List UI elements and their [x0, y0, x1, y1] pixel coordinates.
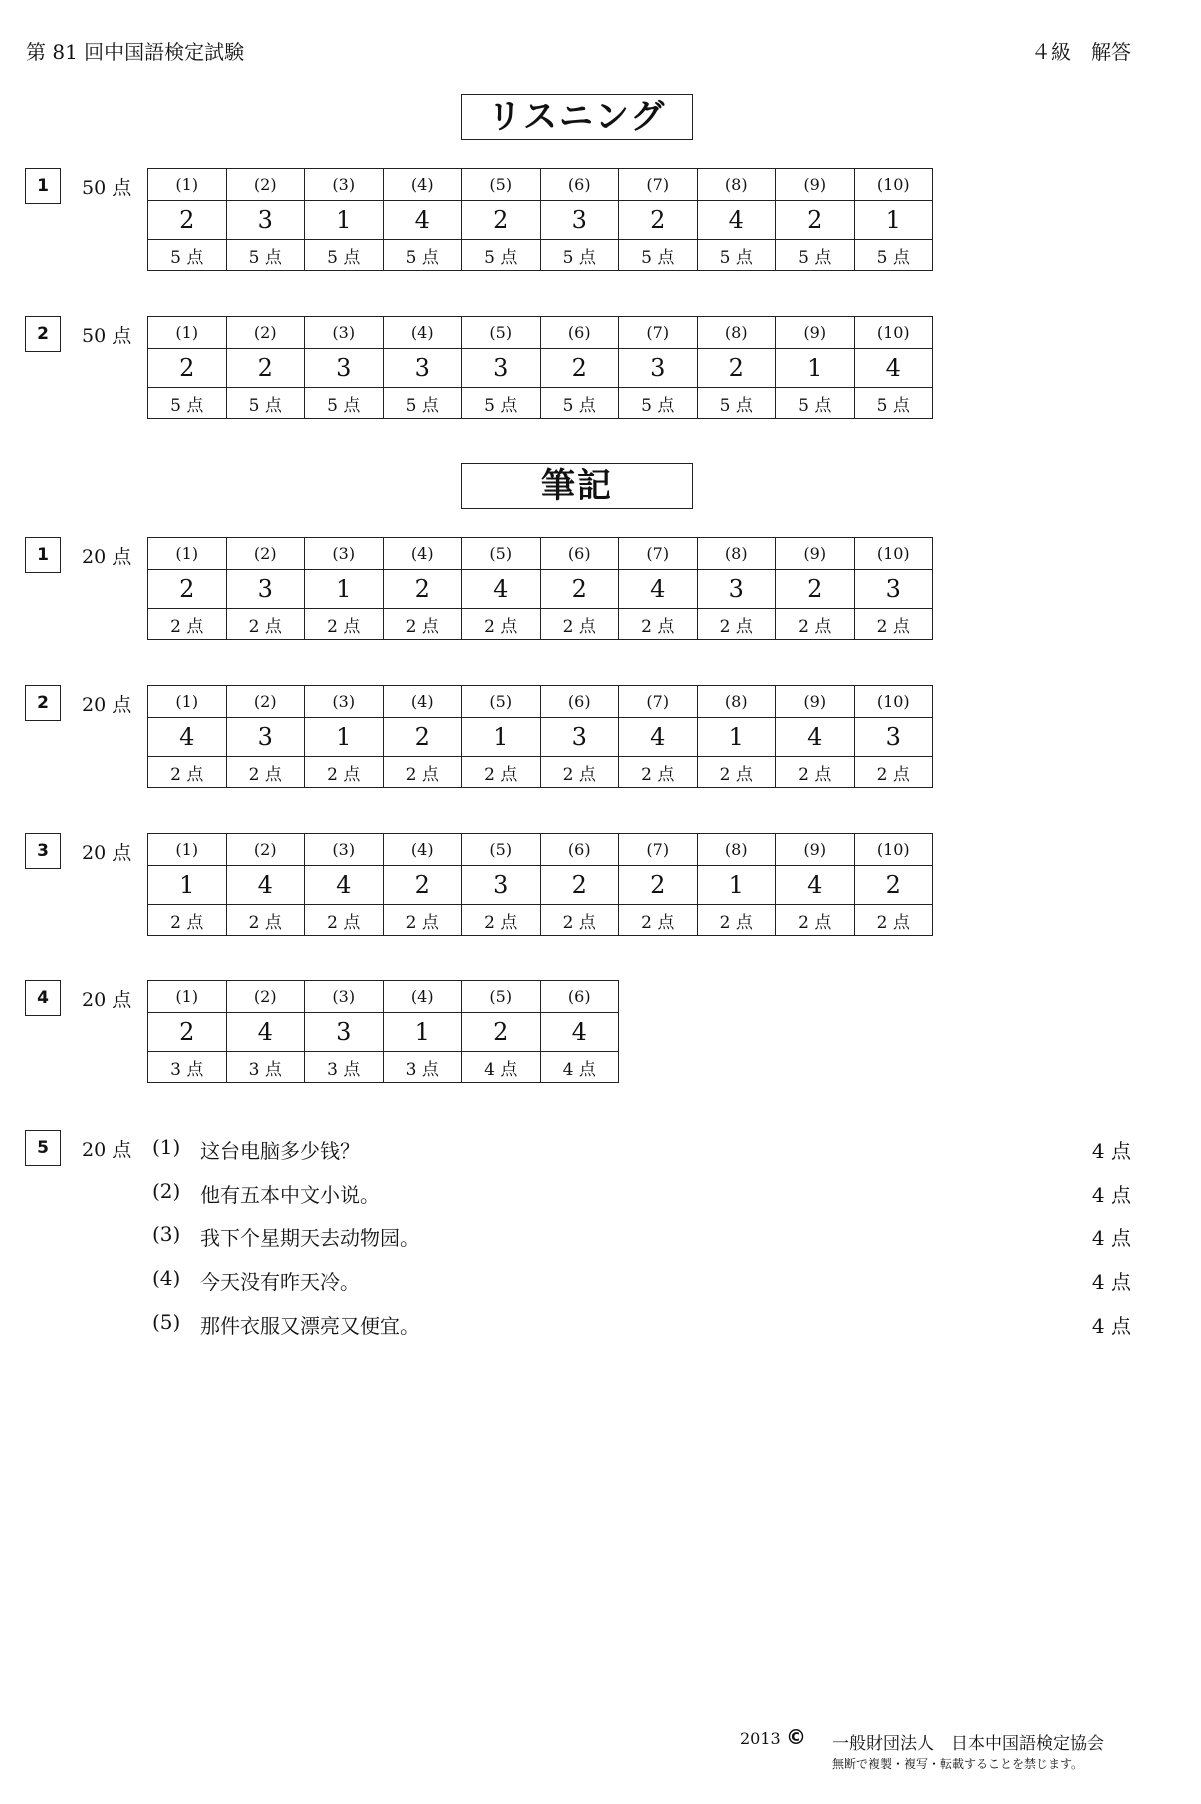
answer-cell: 3: [854, 718, 933, 757]
points-cell: 2 点: [776, 609, 855, 640]
points-cell: 2 点: [697, 757, 776, 788]
points-cell: 4 点: [462, 1052, 541, 1083]
points-cell: 5 点: [697, 388, 776, 419]
points-cell: 5 点: [697, 240, 776, 271]
answer-cell: 2: [383, 718, 462, 757]
answer-cell: 2: [776, 570, 855, 609]
exam-title: 第 81 回中国語検定試験: [26, 40, 245, 64]
points-cell: 3 点: [148, 1052, 227, 1083]
question-label-cell: (4): [383, 834, 462, 866]
question-label-cell: (2): [226, 538, 305, 570]
answer-cell: 4: [776, 866, 855, 905]
table-row: [148, 349, 933, 388]
question-label-cell: (8): [697, 169, 776, 201]
answer-cell: 4: [619, 570, 698, 609]
answer-cell: 4: [226, 866, 305, 905]
item-label: (1): [152, 1135, 181, 1159]
points-cell: 5 点: [854, 240, 933, 271]
answer-cell: 3: [226, 718, 305, 757]
question-label-cell: (3): [305, 834, 384, 866]
table-row: [148, 1013, 619, 1052]
answer-cell: 3: [854, 570, 933, 609]
points-cell: 5 点: [462, 240, 541, 271]
question-label-cell: (10): [854, 317, 933, 349]
points-cell: 2 点: [540, 757, 619, 788]
answer-cell: 1: [697, 866, 776, 905]
question-label-cell: (5): [462, 981, 541, 1013]
points-cell: 5 点: [226, 388, 305, 419]
item-points: 4 点: [1091, 1183, 1131, 1207]
points-cell: 5 点: [854, 388, 933, 419]
answer-cell: 2: [226, 349, 305, 388]
answer-cell: 2: [540, 349, 619, 388]
points-cell: 5 点: [305, 388, 384, 419]
answer-cell: 2: [619, 866, 698, 905]
question-label-cell: (3): [305, 169, 384, 201]
answer-cell: 1: [305, 201, 384, 240]
points-cell: 2 点: [619, 609, 698, 640]
item-label: (2): [152, 1179, 181, 1203]
points-cell: 2 点: [462, 905, 541, 936]
question-label-cell: (1): [148, 834, 227, 866]
answer-cell: 4: [383, 201, 462, 240]
points-cell: 5 点: [619, 388, 698, 419]
question-label-cell: (4): [383, 169, 462, 201]
points-cell: 2 点: [305, 905, 384, 936]
answer-sentence: 我下个星期天去动物园。: [200, 1226, 420, 1250]
question-label-cell: (5): [462, 538, 541, 570]
question-label-cell: (2): [226, 686, 305, 718]
question-label-cell: (7): [619, 317, 698, 349]
question-label-cell: (5): [462, 834, 541, 866]
question-label-cell: (5): [462, 169, 541, 201]
points-cell: 2 点: [854, 757, 933, 788]
answer-cell: 2: [383, 570, 462, 609]
question-number-box: 4: [25, 980, 61, 1016]
points-cell: 5 点: [148, 388, 227, 419]
answer-table: [147, 168, 933, 271]
table-row: [148, 1052, 619, 1083]
listening-title: リスニング: [461, 94, 693, 140]
writing-title: 筆記: [461, 463, 693, 509]
table-row: [148, 240, 933, 271]
answer-table: [147, 316, 933, 419]
points-cell: 5 点: [540, 240, 619, 271]
answer-cell: 2: [148, 349, 227, 388]
table-row: [148, 866, 933, 905]
question-label-cell: (3): [305, 981, 384, 1013]
answer-table: [147, 685, 933, 788]
points-cell: 5 点: [776, 388, 855, 419]
points-cell: 2 点: [776, 757, 855, 788]
points-cell: 2 点: [697, 905, 776, 936]
answer-sentence: 他有五本中文小说。: [200, 1183, 380, 1207]
section-total-points: 50 点: [82, 325, 132, 347]
question-label-cell: (10): [854, 834, 933, 866]
table-row: [148, 317, 933, 349]
question-label-cell: (6): [540, 981, 619, 1013]
answer-cell: 2: [854, 866, 933, 905]
points-cell: 2 点: [226, 757, 305, 788]
item-points: 4 点: [1091, 1226, 1131, 1250]
item-label: (4): [152, 1266, 181, 1290]
points-cell: 5 点: [776, 240, 855, 271]
points-cell: 2 点: [619, 905, 698, 936]
points-cell: 2 点: [540, 905, 619, 936]
answer-cell: 4: [540, 1013, 619, 1052]
question-label-cell: (4): [383, 317, 462, 349]
answer-table: [147, 537, 933, 640]
answer-sentence: 这台电脑多少钱？: [200, 1139, 360, 1163]
answer-cell: 4: [697, 201, 776, 240]
points-cell: 2 点: [776, 905, 855, 936]
question-label-cell: (1): [148, 317, 227, 349]
answer-cell: 2: [619, 201, 698, 240]
table-row: [148, 538, 933, 570]
table-row: [148, 905, 933, 936]
answer-cell: 1: [776, 349, 855, 388]
table-row: [148, 201, 933, 240]
table-row: [148, 570, 933, 609]
question-label-cell: (8): [697, 317, 776, 349]
answer-cell: 3: [540, 718, 619, 757]
answer-cell: 2: [776, 201, 855, 240]
answer-cell: 1: [462, 718, 541, 757]
question-label-cell: (2): [226, 169, 305, 201]
question-label-cell: (2): [226, 834, 305, 866]
question-number-box: 1: [25, 168, 61, 204]
points-cell: 2 点: [462, 609, 541, 640]
question-label-cell: (8): [697, 686, 776, 718]
grade-label: ４級 解答: [1031, 40, 1131, 64]
answer-cell: 4: [148, 718, 227, 757]
question-label-cell: (9): [776, 686, 855, 718]
points-cell: 5 点: [305, 240, 384, 271]
question-label-cell: (7): [619, 169, 698, 201]
points-cell: 2 点: [619, 757, 698, 788]
question-number-box: 5: [25, 1130, 61, 1166]
question-label-cell: (10): [854, 169, 933, 201]
question-label-cell: (6): [540, 686, 619, 718]
points-cell: 2 点: [226, 905, 305, 936]
item-points: 4 点: [1091, 1270, 1131, 1294]
section-total-points: 20 点: [82, 989, 132, 1011]
question-number-box: 3: [25, 833, 61, 869]
answer-cell: 2: [148, 570, 227, 609]
points-cell: 5 点: [619, 240, 698, 271]
answer-cell: 1: [383, 1013, 462, 1052]
answer-cell: 1: [305, 718, 384, 757]
answer-cell: 2: [540, 570, 619, 609]
item-label: (3): [152, 1222, 181, 1246]
question-label-cell: (2): [226, 981, 305, 1013]
points-cell: 2 点: [305, 757, 384, 788]
question-label-cell: (1): [148, 169, 227, 201]
question-label-cell: (9): [776, 834, 855, 866]
question-label-cell: (5): [462, 686, 541, 718]
points-cell: 2 点: [148, 905, 227, 936]
answer-cell: 3: [383, 349, 462, 388]
table-row: [148, 686, 933, 718]
question-label-cell: (4): [383, 686, 462, 718]
question-label-cell: (8): [697, 538, 776, 570]
points-cell: 5 点: [462, 388, 541, 419]
points-cell: 2 点: [854, 609, 933, 640]
answer-cell: 3: [619, 349, 698, 388]
question-label-cell: (6): [540, 169, 619, 201]
answer-cell: 3: [226, 201, 305, 240]
question-label-cell: (10): [854, 686, 933, 718]
question-label-cell: (10): [854, 538, 933, 570]
answer-cell: 3: [305, 1013, 384, 1052]
answer-sentence: 今天没有昨天冷。: [200, 1270, 360, 1294]
answer-cell: 2: [383, 866, 462, 905]
question-number-box: 2: [25, 685, 61, 721]
points-cell: 2 点: [854, 905, 933, 936]
points-cell: 2 点: [383, 757, 462, 788]
question-label-cell: (6): [540, 538, 619, 570]
answer-cell: 1: [854, 201, 933, 240]
answer-cell: 1: [697, 718, 776, 757]
points-cell: 5 点: [540, 388, 619, 419]
table-row: [148, 718, 933, 757]
item-points: 4 点: [1091, 1314, 1131, 1338]
points-cell: 3 点: [226, 1052, 305, 1083]
answer-cell: 2: [148, 1013, 227, 1052]
question-label-cell: (7): [619, 538, 698, 570]
footer-organization: 一般財団法人 日本中国語検定協会: [832, 1734, 1104, 1754]
section-total-points: 20 点: [82, 546, 132, 568]
answer-cell: 3: [462, 349, 541, 388]
answer-cell: 4: [305, 866, 384, 905]
answer-cell: 3: [305, 349, 384, 388]
answer-cell: 4: [226, 1013, 305, 1052]
question-label-cell: (9): [776, 538, 855, 570]
question-label-cell: (2): [226, 317, 305, 349]
section-total-points: 50 点: [82, 177, 132, 199]
answer-cell: 1: [305, 570, 384, 609]
answer-cell: 3: [462, 866, 541, 905]
section-total-points: 20 点: [82, 842, 132, 864]
item-label: (5): [152, 1310, 181, 1334]
points-cell: 2 点: [697, 609, 776, 640]
section-total-points: 20 点: [82, 694, 132, 716]
answer-table: [147, 833, 933, 936]
question-label-cell: (7): [619, 834, 698, 866]
points-cell: 2 点: [462, 757, 541, 788]
question-number-box: 1: [25, 537, 61, 573]
answer-table: [147, 980, 619, 1083]
question-label-cell: (9): [776, 317, 855, 349]
points-cell: 2 点: [383, 905, 462, 936]
copyright-icon: ©: [786, 1725, 806, 1749]
answer-cell: 4: [462, 570, 541, 609]
table-row: [148, 609, 933, 640]
answer-cell: 4: [854, 349, 933, 388]
question-number-box: 2: [25, 316, 61, 352]
question-label-cell: (3): [305, 538, 384, 570]
points-cell: 5 点: [148, 240, 227, 271]
question-label-cell: (9): [776, 169, 855, 201]
points-cell: 5 点: [383, 240, 462, 271]
question-label-cell: (4): [383, 538, 462, 570]
answer-cell: 3: [226, 570, 305, 609]
question-label-cell: (8): [697, 834, 776, 866]
table-row: [148, 834, 933, 866]
points-cell: 3 点: [383, 1052, 462, 1083]
points-cell: 3 点: [305, 1052, 384, 1083]
answer-cell: 4: [619, 718, 698, 757]
question-label-cell: (1): [148, 686, 227, 718]
question-label-cell: (5): [462, 317, 541, 349]
points-cell: 2 点: [226, 609, 305, 640]
section-total-points: 20 点: [82, 1139, 132, 1161]
points-cell: 2 点: [148, 757, 227, 788]
question-label-cell: (6): [540, 834, 619, 866]
answer-cell: 2: [462, 1013, 541, 1052]
points-cell: 5 点: [383, 388, 462, 419]
answer-cell: 1: [148, 866, 227, 905]
table-row: [148, 169, 933, 201]
answer-cell: 2: [540, 866, 619, 905]
points-cell: 4 点: [540, 1052, 619, 1083]
points-cell: 2 点: [148, 609, 227, 640]
question-label-cell: (6): [540, 317, 619, 349]
points-cell: 2 点: [305, 609, 384, 640]
question-label-cell: (3): [305, 317, 384, 349]
points-cell: 2 点: [383, 609, 462, 640]
answer-sentence: 那件衣服又漂亮又便宜。: [200, 1314, 420, 1338]
footer-year: 2013: [740, 1729, 781, 1748]
footer-notice: 無断で複製・複写・転載することを禁じます。: [832, 1757, 1084, 1771]
table-row: [148, 388, 933, 419]
question-label-cell: (3): [305, 686, 384, 718]
answer-cell: 3: [697, 570, 776, 609]
question-label-cell: (4): [383, 981, 462, 1013]
answer-cell: 2: [462, 201, 541, 240]
answer-cell: 4: [776, 718, 855, 757]
answer-cell: 3: [540, 201, 619, 240]
answer-cell: 2: [148, 201, 227, 240]
table-row: [148, 757, 933, 788]
question-label-cell: (1): [148, 981, 227, 1013]
question-label-cell: (1): [148, 538, 227, 570]
item-points: 4 点: [1091, 1139, 1131, 1163]
question-label-cell: (7): [619, 686, 698, 718]
points-cell: 2 点: [540, 609, 619, 640]
points-cell: 5 点: [226, 240, 305, 271]
answer-cell: 2: [697, 349, 776, 388]
table-row: [148, 981, 619, 1013]
